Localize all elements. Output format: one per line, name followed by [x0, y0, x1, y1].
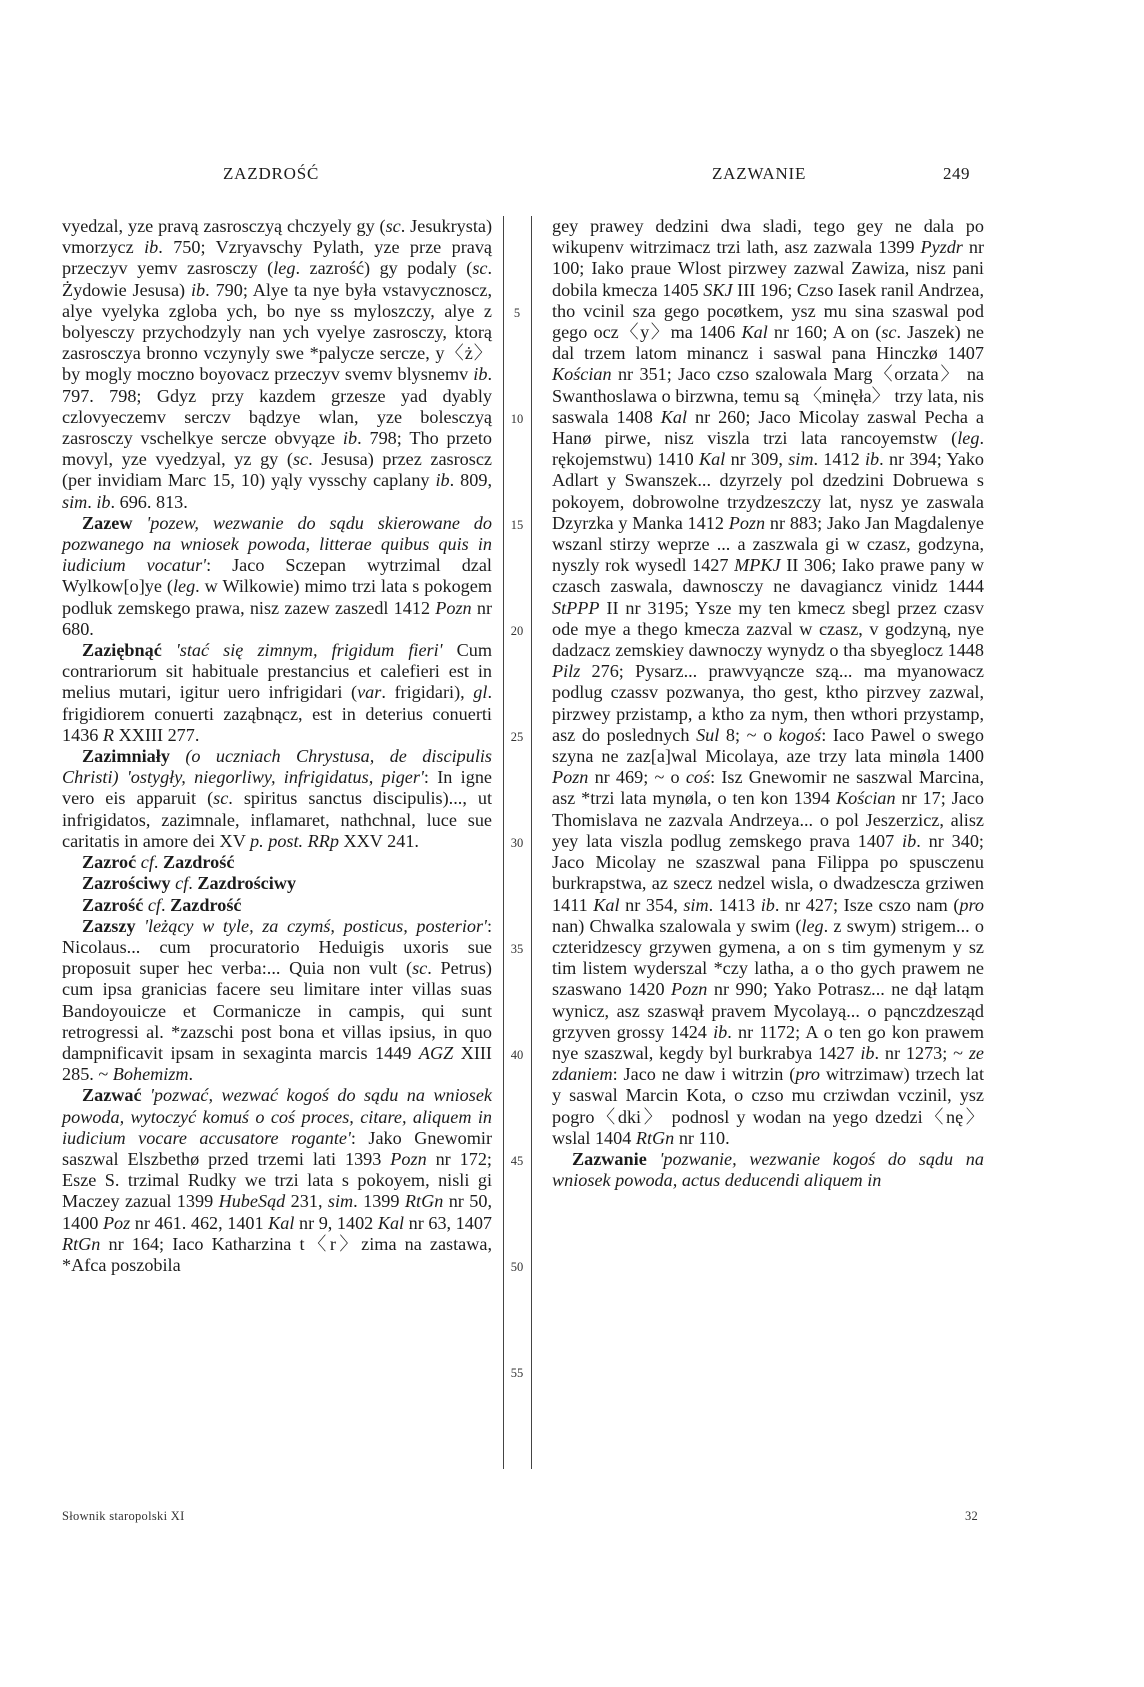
line-number: 55	[510, 1365, 524, 1380]
line-number: 5	[513, 305, 521, 320]
line-number: 10	[510, 411, 524, 426]
left-column-entry: Zazszy 'leżący w tyle, za czymś, posticus, posterior': Nicolaus... cum procuratorio Heduigis uxoris sue proposuit super hec verba:... Quia non vult (sc. Petrus) cum ipsa granicias facere seu limitare inter villas suas Bandoyouicze et Cormanicze in campis, qui sunt retrogressi al. *zazschi post bona et villas ipsius, in quo dampnificavit ipsam in sexaginta marcis 1449 AGZ XIII 285. ~ Bohemizm.	[62, 915, 492, 1085]
line-number: 50	[510, 1259, 524, 1274]
footer-title: Słownik staropolski XI	[62, 1509, 185, 1523]
left-column-entry: Zazimniały (o uczniach Chrystusa, de discipulis Christi) 'ostygły, niegorliwy, infrigidatus, piger': In igne vero eis apparuit (sc. spiritus sanctus discipulis)..., ut infrigidatos, zazimnale, inflamaret, nathchnal, luce sue caritatis in amore dei XV p. post. RRp XXV 241.	[62, 746, 493, 851]
left-column-continuation: vyedzal, yze pravą zasrosczyą chczyely gy (sc. Jesukrysta) vmorzycz ib. 750; Vzryavschy Pylath, yze prze pravą przeczyv yemv zasrosczy (leg. zazrość) gy podaly (sc. Żydowie Jesusa) ib. 790; Alye ta nye była vstavycznoscz, alye vyelyka zgloba ych, bo nye ss myloszczy, alye z bolyesczy przychodzyly nan ych vyelye zasrosczy, ktorą zasrosczya bronno vczynyly swe *palycze sercze, y〈ż〉by mogly moczno boyovacz przeczyv svemv blysnemv ib. 797. 798; Gdyz przy kazdem grzesze yad dyably czlovyeczemv serczv bądzye wlan, yze bolesczyą zasrosczy vschelkye sercze obvyąze ib. 798; Tho przeto movyl, yze vyedzyal, yz gy (sc. Jesusa) przez zasroscz (per invidiam Marc 15, 10) yąly vysschy caplany ib. 809, sim. ib. 696. 813.	[62, 216, 493, 512]
running-head-left: ZAZDROŚĆ	[223, 164, 320, 183]
right-column-entry: Zazwanie 'pozwanie, wezwanie kogoś do sądu na wniosek powoda, actus deducendi aliquem in	[552, 1148, 984, 1191]
left-column-entry: Zazrość cf. Zazdrość	[82, 894, 242, 915]
left-column-entry: Zazrościwy cf. Zazdrościwy	[82, 873, 297, 894]
left-column-entry: Zazroć cf. Zazdrość	[82, 852, 235, 873]
line-number: 45	[510, 1153, 524, 1168]
footer-signature: 32	[965, 1509, 979, 1523]
line-number: 35	[510, 941, 524, 956]
right-column-continuation: gey prawey dedzini dwa sladi, tego gey ne dala po wikupenv witrzimacz trzi lath, asz zazwala 1399 Pyzdr nr 100; Iako praue Wlost pirzwey zazwal Zawiza, nisz pani dobila kmecza 1405 SKJ III 196; Czso Iasek ranil Andrzea, tho vcinil sza gego pocøtkem, ysz mu sina szaswal pod gego ocz〈y〉ma 1406 Kal nr 160; A on (sc. Jaszek) ne dal trzem latom minancz i saswal pana Hinczkø 1407 Kościan nr 351; Jaco czso szalowala Marg〈orzata〉 na Swanthoslawa o birzwna, temu są 〈minęła〉 trzy lata, nis saswala 1408 Kal nr 260; Jaco Micolay zaswal Pecha a Hanø pirwe, nisz viszla trzi lata rancoyemstw (leg. rękojemstwu) 1410 Kal nr 309, sim. 1412 ib. nr 394; Yako Adlart y Swanszek... dzyrzely pol dzedzini Dobruewa s pokoyem, dobrowolne trzydzeszczy lat, nysz ye zaswala Dzyrzka y Manka 1412 Pozn nr 883; Jako Jan Magdalenye wszanl stirzy weprze ... a zaszwala gi w czasz, godzyna, nyszly rok wysedl 1427 MPKJ II 306; Iako prawe pany w czasch zaswala, dawnosczy ne davagiancz vinidz 1444 StPPP II nr 3195; Ysze my ten kmecz sbegl przez czasv ode mye a thego kmecza zazval w czasz, v godzyną, nye dadzacz zemskiey dawnoczy wynydz o tha sbyeglocz 1448 Pilz 276; Pysarz... prawvyąncze szą... ma myanowacz podlug czassv pozwanya, tho gest, ktho pirzvey zazwal, pirzwey przistamp, a ktho za nym, then wthori przystamp, asz do poslednych Sul 8; ~ o kogoś: Iaco Pawel o swego szyna ne zaz[a]wal Micolaya, aze trzy lata minøla 1400 Pozn nr 469; ~ o coś: Isz Gnewomir ne saszwal Marcina, asz *trzi lata mynøla, o ten kon 1394 Kościan nr 17; Jaco Thomislava ne zazvala Andrzeya... o pol Jeszerzicz, alisz yey lata viszla podlug zemskego prava 1407 ib. nr 340; Jaco Micolay ne szaszwal pana Filippa po spusczenu burkrapstwa, az szecz nedzel wisla, o dwadzescza grziwen 1411 Kal nr 354, sim. 1413 ib. nr 427; Isze cszo nam (pro nan) Chwalka szalowala y swim (leg. z swym) strigem... o czteridzescy grzywen gymena, a on s tim gymenym y sz tim listem wyderszal *czy latha, a o tho gych prawem ne szaswano 1420 Pozn nr 990; Yako Potrasz... ne dął latąm wynicz, asz szaswął pravem Mycolayą... o pąnczdzesząd grzyven grossy 1424 ib. nr 1172; A o ten go kon prawem nye szaszwal, kegdy byl burkrabya 1427 ib. nr 1273; ~ ze zdaniem: Jaco ne daw i witrzin (pro witrzimaw) trzech lat y saswal Marcin Kota, o czso mu crziwdan vczinil, ysz pogro〈dki〉 podnosl y wodan na yego dzedzi〈nę〉 wslal 1404 RtGn nr 110.	[552, 216, 985, 1148]
left-column-entry: Zazwać 'pozwać, wezwać kogoś do sądu na wniosek powoda, wytoczyć komuś o coś proces, citare, aliquem in iudicium vocare accusatore rogante': Jako Gnewomir saszwal Elszbethø przed trzemi lati 1393 Pozn nr 172; Esze S. trzimal Rudky we trzi lata s pokoyem, nisli gi Maczey zazual 1399 HubeSąd 231, sim. 1399 RtGn nr 50, 1400 Poz nr 461. 462, 1401 Kal nr 9, 1402 Kal nr 63, 1407 RtGn nr 164; Iaco Katharzina t〈r〉zima na zastawa, *Afca poszobila	[62, 1085, 493, 1275]
column-rule-right	[531, 216, 532, 1469]
left-column-entry: Zaziębnąć 'stać się zimnym, frigidum fieri' Cum contrariorum sit habituale prestancius et calefieri est in melius mutari, igitur uero infrigidari (var. frigidari), gl. frigidiorem conuerti zaząbnącz, est in deterius conuerti 1436 R XXIII 277.	[62, 640, 493, 745]
line-number: 15	[510, 517, 524, 532]
running-head-right: ZAZWANIE	[712, 164, 807, 183]
line-number: 20	[510, 623, 524, 638]
right-column	[552, 216, 984, 1191]
line-number: 25	[510, 729, 524, 744]
left-column-entry: Zazew 'pozew, wezwanie do sądu skierowane do pozwanego na wniosek powoda, litterae quibus quis in iudicium vocatur': Jaco Sczepan wytrzimal dzal Wylkow[o]ye (leg. w Wilkowie) mimo trzi lata s pokogem podluk zemskego prawa, nisz zazew zaszedl 1412 Pozn nr 680.	[62, 512, 492, 639]
line-number: 30	[510, 835, 524, 850]
page-number: 249	[943, 164, 970, 183]
line-number: 40	[510, 1047, 524, 1062]
left-column	[62, 216, 492, 1276]
column-rule-left	[503, 216, 504, 1469]
